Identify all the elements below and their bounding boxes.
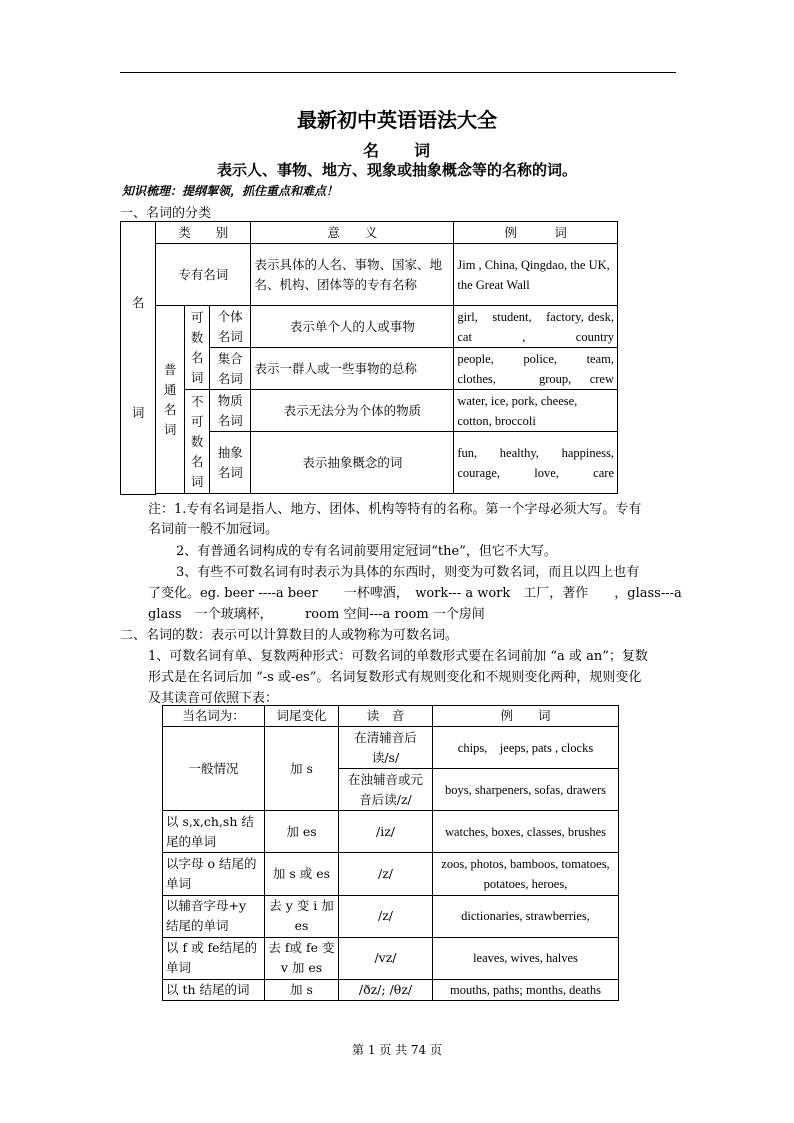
- example-cell: zoos, photos, bamboos, tomatoes, potatoes, heroes,: [433, 853, 619, 895]
- header-meaning: 意 义: [251, 222, 454, 244]
- case-cell: 以辅音字母+y 结尾的单词: [163, 895, 265, 937]
- row-meaning: 表示一群人或一些事物的总称: [251, 348, 454, 390]
- change-cell: 加 es: [265, 811, 339, 853]
- uncountable-label: [185, 390, 210, 494]
- example-cell: mouths, paths; months, deaths: [433, 979, 619, 1000]
- proper-noun-meaning: 表示具体的人名、事物、国家、地名、机构、团体等的专有名称: [251, 244, 454, 306]
- example-cell: leaves, wives, halves: [433, 937, 619, 979]
- proper-noun-example: Jim , China, Qingdao, the UK, the Great Wall: [454, 244, 618, 306]
- change-cell: 去 y 变 i 加 es: [265, 895, 339, 937]
- section-1-heading: 一、名词的分类: [120, 206, 212, 221]
- case-cell: 以 s,x,ch,sh 结尾的单词: [163, 811, 265, 853]
- page-title: 最新初中英语语法大全: [297, 108, 497, 132]
- header-sound: 读 音: [339, 706, 433, 727]
- change-cell: 加 s 或 es: [265, 853, 339, 895]
- side-label-bottom: 词: [131, 405, 145, 420]
- note-3b: 了变化。eg. beer ----a beer 一杯啤酒， work--- a work 工厂，著作 ，glass---a: [148, 586, 682, 601]
- row-meaning: 表示无法分为个体的物质: [251, 390, 454, 432]
- example-cell: chips, jeeps, pats , clocks: [433, 727, 619, 769]
- example-cell: dictionaries, strawberries,: [433, 895, 619, 937]
- sound-cell: /z/: [339, 853, 433, 895]
- note-3a: 3、有些不可数名词有时表示为具体的东西时，则变为可数名词，而且以四上也有: [176, 565, 640, 580]
- header-case: 当名词为：: [163, 706, 265, 727]
- sound-cell: 在浊辅音或元音后读/z/: [339, 769, 433, 811]
- note-1b: 名词前一般不加冠词。: [148, 522, 279, 537]
- row-category: 抽象名词: [210, 432, 251, 494]
- definition: 表示人、事物、地方、现象或抽象概念等的名称的词。: [216, 161, 577, 179]
- sound-cell: /vz/: [339, 937, 433, 979]
- header-rule: [120, 72, 676, 73]
- chapter-title: 名 词: [362, 141, 431, 160]
- row-category: 集合名词: [210, 348, 251, 390]
- proper-noun-category: 专有名词: [156, 244, 251, 306]
- header-change: 词尾变化: [265, 706, 339, 727]
- row-example: water, ice, pork, cheese, cotton, broccoli: [454, 390, 618, 432]
- row-category: 物质名词: [210, 390, 251, 432]
- note-2: 2、有普通名词构成的专有名词前要用定冠词“the”，但它不大写。: [176, 544, 557, 559]
- header-category: 类 别: [156, 222, 251, 244]
- case-cell: 以 f 或 fe结尾的单词: [163, 937, 265, 979]
- example-cell: boys, sharpeners, sofas, drawers: [433, 769, 619, 811]
- sound-cell: 在清辅音后读/s/: [339, 727, 433, 769]
- common-noun-label: [156, 306, 185, 494]
- study-tip: 知识梳理：提纲挈领，抓住重点和难点！: [122, 184, 339, 198]
- noun-classification-table: [120, 221, 640, 495]
- para-2-line-1: 1、可数名词有单、复数两种形式：可数名词的单数形式要在名词前加 “a 或 an”；复数: [148, 649, 648, 664]
- row-example: fun, healthy, happiness, courage, love, care: [454, 432, 618, 494]
- header-example: 例 词: [454, 222, 618, 244]
- common-noun-text: 普通名词: [163, 361, 177, 437]
- general-change: 加 s: [265, 727, 339, 811]
- para-2-line-2: 形式是在名词后加 “-s 或-es”。名词复数形式有规则变化和不规则变化两种，规则变化: [148, 670, 642, 685]
- uncountable-text: 不可数名词: [190, 393, 204, 489]
- countable-text: 可数名词: [190, 309, 204, 385]
- header-example: 例 词: [433, 706, 619, 727]
- sound-cell: /iz/: [339, 811, 433, 853]
- row-meaning: 表示抽象概念的词: [251, 432, 454, 494]
- plural-rules-table: [162, 705, 619, 1001]
- change-cell: 去 f或 fe 变 v 加 es: [265, 937, 339, 979]
- section-2-heading: 二、名词的数：表示可以计算数目的人或物称为可数名词。: [120, 628, 459, 643]
- row-category: 个体名词: [210, 306, 251, 348]
- example-cell: watches, boxes, classes, brushes: [433, 811, 619, 853]
- row-example: people, police, team, clothes, group, crew: [454, 348, 618, 390]
- countable-label: [185, 306, 210, 390]
- para-2-line-3: 及其读音可依照下表：: [148, 691, 279, 706]
- side-label-top: 名: [131, 295, 145, 310]
- case-cell: 以字母 o 结尾的单词: [163, 853, 265, 895]
- note-3c: glass 一个玻璃杯， room 空间---a room 一个房间: [148, 607, 485, 622]
- row-example: girl, student, factory, desk, cat , country: [454, 306, 618, 348]
- case-cell: 以 th 结尾的词: [163, 979, 265, 1000]
- sound-cell: /z/: [339, 895, 433, 937]
- note-1a: 注：1.专有名词是指人、地方、团体、机构等特有的名称。第一个字母必须大写。专有: [148, 502, 642, 517]
- page-footer: 第 1 页 共 74 页: [352, 1043, 442, 1057]
- side-label: [121, 222, 156, 495]
- change-cell: 加 s: [265, 979, 339, 1000]
- general-case: 一般情况: [163, 727, 265, 811]
- sound-cell: /ðz/; /θz/: [339, 979, 433, 1000]
- row-meaning: 表示单个人的人或事物: [251, 306, 454, 348]
